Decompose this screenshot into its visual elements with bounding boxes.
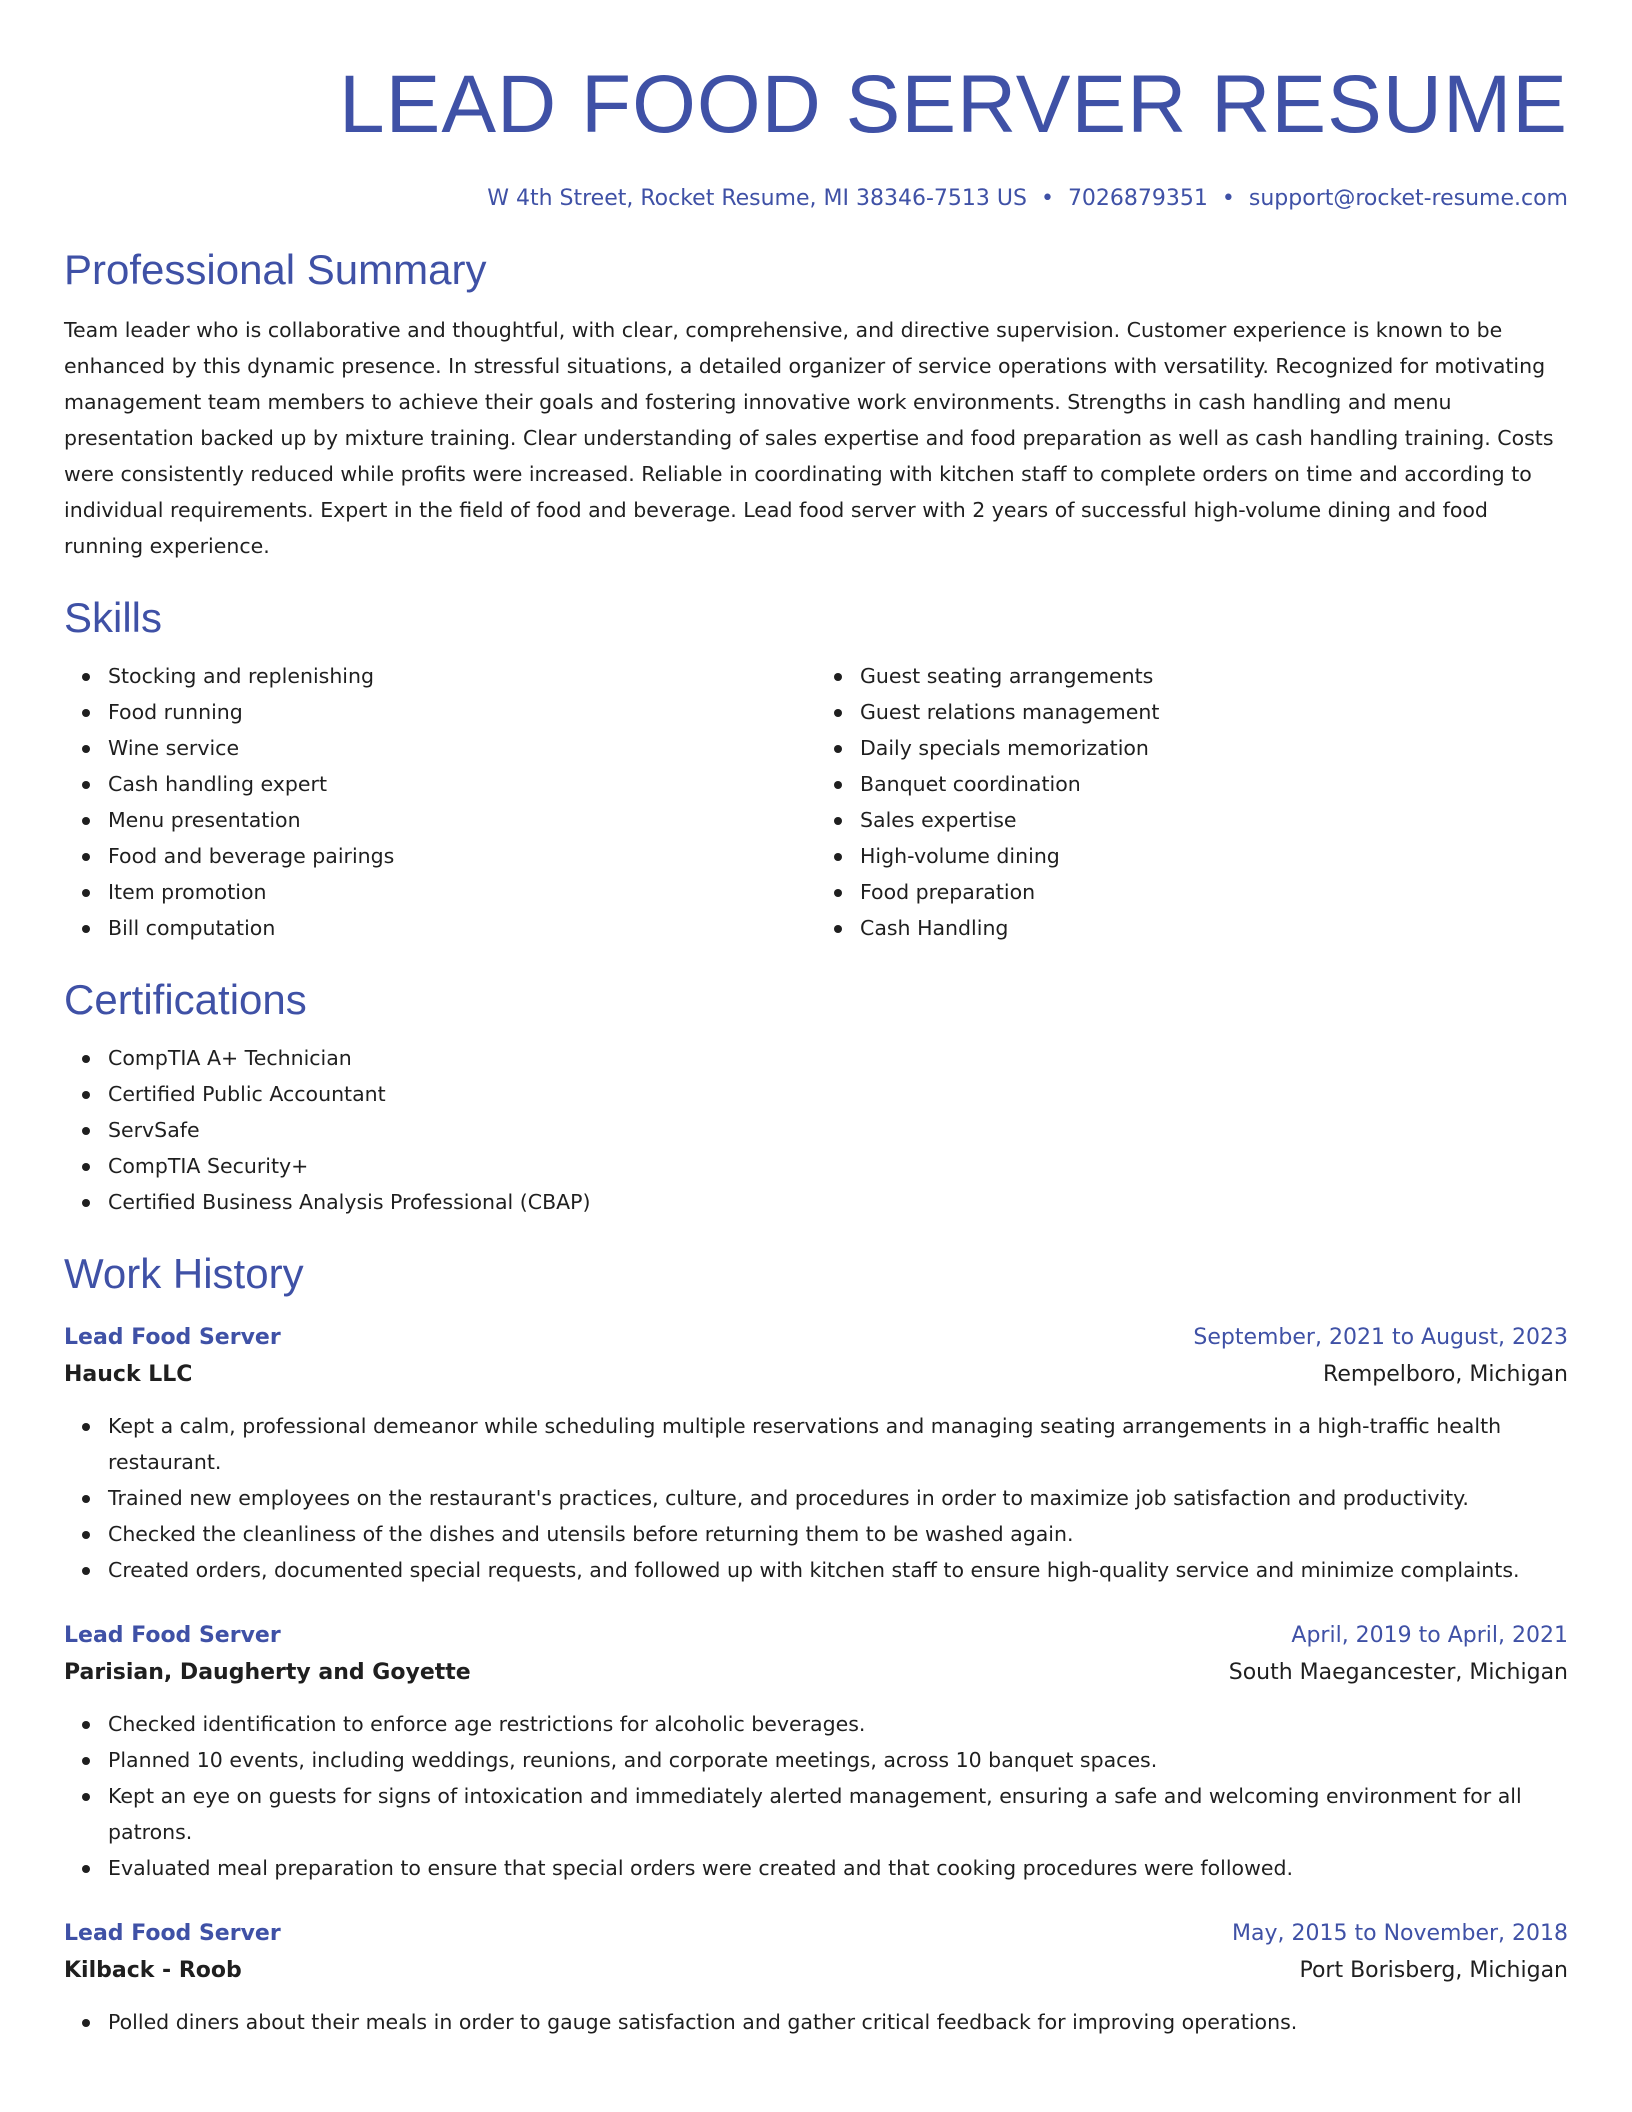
certifications-list [64,1040,1568,1220]
job-company: Hauck LLC [64,1362,193,1387]
job-entry [64,1320,1568,1588]
contact-separator: • [1221,186,1235,211]
contact-separator: • [1040,186,1054,211]
skill-item: Food preparation [860,874,1568,910]
skill-item: Item promotion [108,874,816,910]
skill-item: Stocking and replenishing [108,658,816,694]
certification-item: CompTIA Security+ [108,1148,1568,1184]
certification-item: ServSafe [108,1112,1568,1148]
job-dates: May, 2015 to November, 2018 [1232,1921,1568,1946]
job-location: Rempelboro, Michigan [1323,1362,1568,1387]
job-bullet: Checked the cleanliness of the dishes and utensils before returning them to be washed again. [108,1516,1568,1552]
summary-heading: Professional Summary [64,246,487,293]
job-bullet: Polled diners about their meals in order to gauge satisfaction and gather critical feedback for improving operations. [108,2004,1568,2040]
skills-list-right [816,658,1568,946]
job-title: Lead Food Server [64,1623,281,1648]
job-bullet: Kept a calm, professional demeanor while scheduling multiple reservations and managing seating arrangements in a high-traffic health restaurant. [108,1408,1568,1480]
skill-item: Wine service [108,730,816,766]
job-title: Lead Food Server [64,1921,281,1946]
job-dates: April, 2019 to April, 2021 [1291,1623,1568,1648]
skill-item: Menu presentation [108,802,816,838]
certification-item: Certified Public Accountant [108,1076,1568,1112]
job-bullets [64,1706,1568,1886]
skill-item: High-volume dining [860,838,1568,874]
contact-address: W 4th Street, Rocket Resume, MI 38346-7513 US [487,186,1027,211]
summary-text: Team leader who is collaborative and thoughtful, with clear, comprehensive, and directive supervision. Customer experience is known to be enhanced by this dynamic presence. In stressful situations, a detailed organizer of service operations with versatility. Recognized for motivating management team members to achieve their goals and fostering innovative work environments. Strengths in cash handling and menu presentation backed up by mixture training. Clear understanding of sales expertise and food preparation as well as cash handling training. Costs were consistently reduced while profits were increased. Reliable in coordinating with kitchen staff to complete orders on time and according to individual requirements. Expert in the field of food and beverage. Lead food server with 2 years of successful high-volume dining and food running experience. [64,318,1554,558]
skill-item: Cash handling expert [108,766,816,802]
certification-item: CompTIA A+ Technician [108,1040,1568,1076]
contact-line [64,184,1568,214]
job-bullet: Planned 10 events, including weddings, reunions, and corporate meetings, across 10 banquet spaces. [108,1742,1568,1778]
job-entry [64,1618,1568,1886]
job-bullet: Created orders, documented special requests, and followed up with kitchen staff to ensure high-quality service and minimize complaints. [108,1552,1568,1588]
contact-email: support@rocket-resume.com [1248,186,1568,211]
skill-item: Sales expertise [860,802,1568,838]
work-history-heading: Work History [64,1250,304,1297]
job-bullet: Checked identification to enforce age restrictions for alcoholic beverages. [108,1706,1568,1742]
skill-item: Food running [108,694,816,730]
resume-page [64,0,1568,2040]
job-bullet: Evaluated meal preparation to ensure that special orders were created and that cooking procedures were followed. [108,1850,1568,1886]
job-company: Parisian, Daugherty and Goyette [64,1660,471,1685]
job-company-row [64,1356,1568,1394]
resume-title: LEAD FOOD SERVER RESUME [339,59,1568,150]
job-entry [64,1916,1568,2040]
job-company: Kilback - Roob [64,1958,242,1983]
job-header-row [64,1916,1568,1952]
job-bullets [64,2004,1568,2040]
job-location: Port Borisberg, Michigan [1299,1958,1568,1983]
job-bullets [64,1408,1568,1588]
skill-item: Guest seating arrangements [860,658,1568,694]
certification-item: Certified Business Analysis Professional (CBAP) [108,1184,1568,1220]
job-bullet: Trained new employees on the restaurant's practices, culture, and procedures in order to maximize job satisfaction and productivity. [108,1480,1568,1516]
job-bullet: Kept an eye on guests for signs of intoxication and immediately alerted management, ensuring a safe and welcoming environment for all patrons. [108,1778,1568,1850]
skills-columns [64,658,1568,946]
job-location: South Maegancester, Michigan [1228,1660,1568,1685]
skill-item: Daily specials memorization [860,730,1568,766]
job-dates: September, 2021 to August, 2023 [1193,1325,1568,1350]
certifications-heading: Certifications [64,976,307,1023]
job-title: Lead Food Server [64,1325,281,1350]
skill-item: Cash Handling [860,910,1568,946]
skill-item: Food and beverage pairings [108,838,816,874]
skill-item: Guest relations management [860,694,1568,730]
job-header-row [64,1320,1568,1356]
skills-heading: Skills [64,594,163,641]
job-header-row [64,1618,1568,1654]
skill-item: Banquet coordination [860,766,1568,802]
skill-item: Bill computation [108,910,816,946]
skills-list-left [64,658,816,946]
job-company-row [64,1654,1568,1692]
job-company-row [64,1952,1568,1990]
contact-phone: 7026879351 [1067,186,1208,211]
